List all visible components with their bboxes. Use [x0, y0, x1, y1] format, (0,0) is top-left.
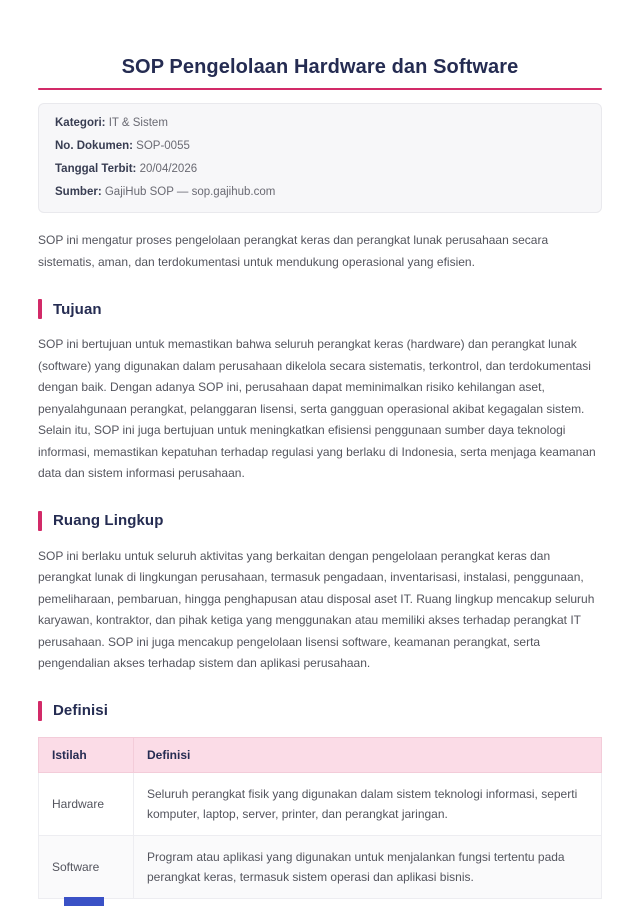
definition-cell: Seluruh perangkat fisik yang digunakan dalam sistem teknologi informasi, seperti komputer, laptop, server, printer, dan perangkat jaringan. — [134, 772, 602, 835]
tujuan-paragraph: SOP ini bertujuan untuk memastikan bahwa seluruh perangkat keras (hardware) dan perangkat lunak (software) yang digunakan dalam perusahaan dikelola secara sistematis, terkontrol, dan terdokumentasi dengan baik. Dengan adanya SOP ini, perusahaan dapat meminimalkan risiko kehilangan aset, penyalahgunaan perangkat, pelanggaran lisensi, serta gangguan operasional akibat kegagalan sistem. Selain itu, SOP ini juga bertujuan untuk meningkatkan efisiensi penggunaan sumber daya teknologi informasi, memastikan kepatuhan terhadap regulasi yang berlaku di Indonesia, serta menjaga keamanan data dan sistem informasi perusahaan. — [38, 337, 596, 480]
meta-field-no-dokumen — [55, 138, 585, 155]
term-cell: Hardware — [39, 772, 134, 835]
heading-accent-bar — [38, 511, 42, 531]
meta-label: No. Dokumen: — [55, 140, 133, 152]
column-header-definisi: Definisi — [134, 737, 602, 772]
title-divider — [38, 88, 602, 90]
heading-accent-bar — [38, 299, 42, 319]
meta-label: Kategori: — [55, 117, 106, 129]
meta-field-kategori — [55, 115, 585, 132]
column-header-istilah: Istilah — [39, 737, 134, 772]
intro-paragraph: SOP ini mengatur proses pengelolaan perangkat keras dan perangkat lunak perusahaan secara sistematis, aman, dan terdokumentasi untuk mendukung operasional yang efisien. — [38, 233, 549, 269]
meta-field-tanggal-terbit — [55, 161, 585, 178]
metadata-box — [38, 103, 602, 213]
section-title: Tujuan — [53, 300, 102, 318]
section-heading-ruang-lingkup — [38, 511, 602, 531]
table-header-row — [39, 737, 602, 772]
cut-off-next-block — [64, 897, 104, 906]
table-row-hardware — [39, 772, 602, 835]
meta-field-sumber — [55, 184, 585, 201]
page-title: SOP Pengelolaan Hardware dan Software — [121, 56, 519, 78]
meta-value: 20/04/2026 — [139, 163, 198, 175]
meta-label: Tanggal Terbit: — [55, 163, 137, 175]
meta-value: IT & Sistem — [108, 117, 168, 129]
section-heading-tujuan — [38, 299, 602, 319]
heading-accent-bar — [38, 701, 42, 721]
meta-value: GajiHub SOP — sop.gajihub.com — [104, 186, 276, 198]
table-row-software — [39, 835, 602, 898]
ruang-lingkup-paragraph: SOP ini berlaku untuk seluruh aktivitas yang berkaitan dengan pengelolaan perangkat keras dan perangkat lunak di lingkungan perusahaan, termasuk pengadaan, inventarisasi, instalasi, penggunaan, pemeliharaan, pembaruan, hingga penghapusan atau disposal aset IT. Ruang lingkup mencakup seluruh karyawan, kontraktor, dan pihak ketiga yang menggunakan atau memiliki akses terhadap perangkat IT perusahaan. SOP ini juga mencakup pengelolaan lisensi software, keamanan perangkat, serta pengendalian akses terhadap sistem dan aplikasi perusahaan. — [38, 548, 595, 670]
meta-label: Sumber: — [55, 186, 102, 198]
section-heading-definisi — [38, 701, 602, 721]
definition-cell: Program atau aplikasi yang digunakan untuk menjalankan fungsi tertentu pada perangkat keras, termasuk sistem operasi dan aplikasi bisnis. — [134, 835, 602, 898]
meta-value: SOP-0055 — [136, 140, 190, 152]
section-title: Ruang Lingkup — [53, 512, 164, 529]
definitions-table — [38, 737, 602, 899]
section-title: Definisi — [53, 702, 108, 719]
term-cell: Software — [39, 835, 134, 898]
